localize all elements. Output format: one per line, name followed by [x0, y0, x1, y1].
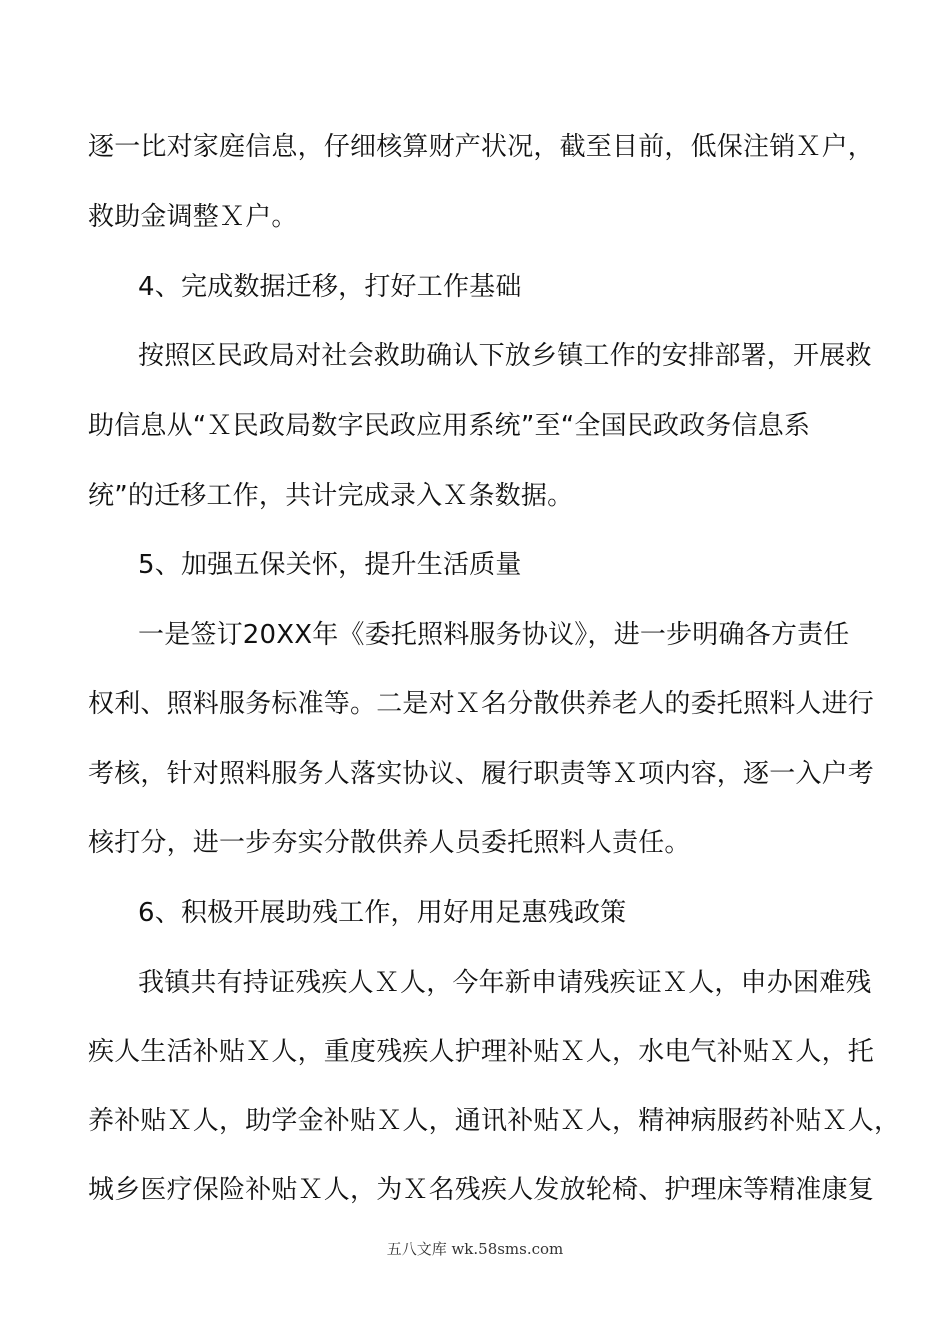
body-text-line: 考核，针对照料服务人落实协议、履行职责等Ｘ项内容，逐一入户考 [88, 759, 875, 789]
body-text-line: 救助金调整Ｘ户。 [88, 202, 298, 232]
body-text-line: 逐一比对家庭信息，仔细核算财产状况，截至目前，低保注销Ｘ户， [88, 132, 875, 162]
section-heading: 6、积极开展助残工作，用好用足惠残政策 [138, 898, 627, 928]
body-text-line: 城乡医疗保险补贴Ｘ人，为Ｘ名残疾人发放轮椅、护理床等精准康复 [88, 1175, 875, 1205]
body-text-line: 疾人生活补贴Ｘ人，重度残疾人护理补贴Ｘ人，水电气补贴Ｘ人，托 [88, 1037, 875, 1067]
body-text-line: 核打分，进一步夯实分散供养人员委托照料人责任。 [88, 828, 691, 858]
section-heading: 4、完成数据迁移，打好工作基础 [138, 272, 522, 302]
body-text-line: 助信息从“Ｘ民政局数字民政应用系统”至“全国民政政务信息系 [88, 411, 811, 441]
body-text-line: 权利、照料服务标准等。二是对Ｘ名分散供养老人的委托照料人进行 [88, 689, 875, 719]
section-heading: 5、加强五保关怀，提升生活质量 [138, 550, 522, 580]
body-text-line: 我镇共有持证残疾人Ｘ人，今年新申请残疾证Ｘ人，申办困难残 [138, 968, 872, 998]
page-footer: 五八文库 wk.58sms.com [386, 1240, 564, 1258]
body-text-line: 按照区民政局对社会救助确认下放乡镇工作的安排部署，开展救 [138, 341, 872, 371]
body-text-line: 统”的迁移工作，共计完成录入Ｘ条数据。 [88, 481, 574, 511]
body-text-line: 养补贴Ｘ人，助学金补贴Ｘ人，通讯补贴Ｘ人，精神病服药补贴Ｘ人， [88, 1106, 901, 1136]
body-text-line: 一是签订20XX年《委托照料服务协议》，进一步明确各方责任 [138, 620, 850, 650]
